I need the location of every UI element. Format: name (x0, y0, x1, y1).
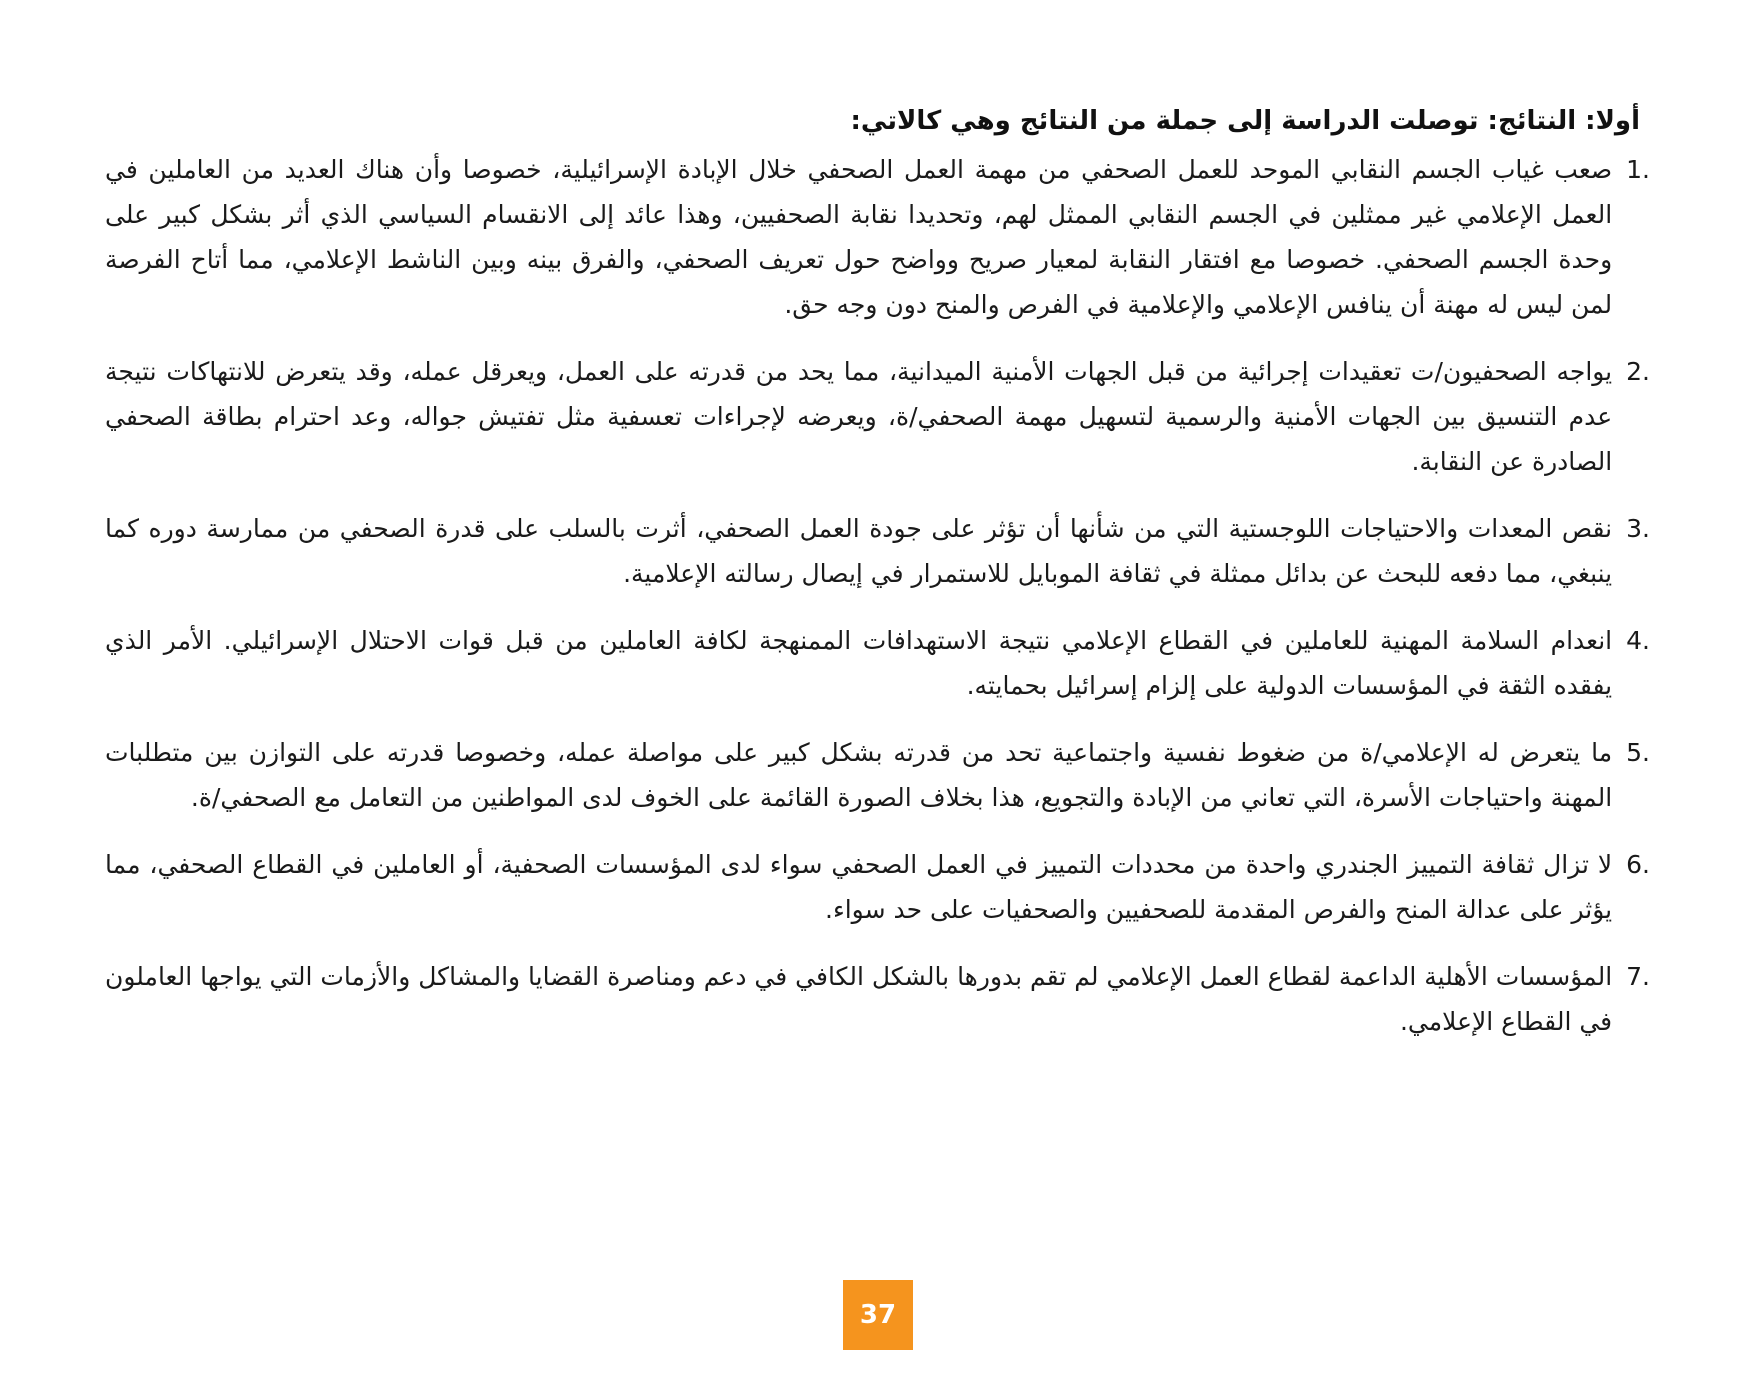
item-number: 7. (1626, 962, 1650, 991)
item-text: المؤسسات الأهلية الداعمة لقطاع العمل الإعلامي لم تقم بدورها بالشكل الكافي في دعم ومناصرة القضايا والمشاكل والأزمات التي يواجها العاملون في القطاع الإعلامي. (105, 962, 1613, 1036)
item-number: 6. (1626, 850, 1650, 879)
page-number: 37 (859, 1300, 897, 1330)
item-text: نقص المعدات والاحتياجات اللوجستية التي من شأنها أن تؤثر على جودة العمل الصحفي، أثرت بالسلب على قدرة الصحفي من ممارسة دوره كما ينبغي، مما دفعه للبحث عن بدائل ممثلة في ثقافة الموبايل للاستمرار في إيصال رسالته الإعلامية. (105, 514, 1613, 588)
finding-item-7 (105, 954, 1650, 1044)
item-number: 1. (1626, 155, 1650, 184)
finding-item-4 (105, 618, 1650, 708)
finding-item-6 (105, 842, 1650, 932)
item-text: ما يتعرض له الإعلامي/ة من ضغوط نفسية واجتماعية تحد من قدرته بشكل كبير على مواصلة عمله، وخصوصا قدرته على التوازن بين متطلبات المهنة واحتياجات الأسرة، التي تعاني من الإبادة والتجويع، هذا بخلاف الصورة القائمة على الخوف لدى المواطنين من التعامل مع الصحفي/ة. (105, 738, 1613, 812)
finding-item-3 (105, 506, 1650, 596)
item-text: صعب غياب الجسم النقابي الموحد للعمل الصحفي من مهمة العمل الصحفي خلال الإبادة الإسرائيلية، خصوصا وأن هناك العديد من العاملين في العمل الإعلامي غير ممثلين في الجسم النقابي الممثل لهم، وتحديدا نقابة الصحفيين، وهذا عائد إلى الانقسام السياسي الذي أثر بشكل كبير على وحدة الجسم الصحفي. خصوصا مع افتقار النقابة لمعيار صريح وواضح حول تعريف الصحفي، والفرق بينه وبين الناشط الإعلامي، مما أتاح الفرصة لمن ليس له مهنة أن ينافس الإعلامي والإعلامية في الفرص والمنح دون وجه حق. (105, 155, 1613, 319)
item-text: يواجه الصحفيون/ت تعقيدات إجرائية من قبل الجهات الأمنية الميدانية، مما يحد من قدرته على العمل، ويعرقل عمله، وقد يتعرض للانتهاكات نتيجة عدم التنسيق بين الجهات الأمنية والرسمية لتسهيل مهمة الصحفي/ة، ويعرضه لإجراءات تعسفية مثل تفتيش جواله، وعد احترام بطاقة الصحفي الصادرة عن النقابة. (105, 357, 1613, 476)
finding-item-5 (105, 730, 1650, 820)
finding-item-2 (105, 349, 1650, 484)
item-number: 3. (1626, 514, 1650, 543)
section-heading: أولا: النتائج: توصلت الدراسة إلى جملة من النتائج وهي كالاتي: (850, 106, 1640, 136)
item-number: 5. (1626, 738, 1650, 767)
item-number: 2. (1626, 357, 1650, 386)
finding-item-1 (105, 147, 1650, 327)
item-text: انعدام السلامة المهنية للعاملين في القطاع الإعلامي نتيجة الاستهدافات الممنهجة لكافة العاملين من قبل قوات الاحتلال الإسرائيلي. الأمر الذي يفقده الثقة في المؤسسات الدولية على إلزام إسرائيل بحمايته. (105, 626, 1613, 700)
item-text: لا تزال ثقافة التمييز الجندري واحدة من محددات التمييز في العمل الصحفي سواء لدى المؤسسات الصحفية، أو العاملين في القطاع الصحفي، مما يؤثر على عدالة المنح والفرص المقدمة للصحفيين والصحفيات على حد سواء. (105, 850, 1613, 924)
page-number-badge (843, 1280, 913, 1350)
document-body (105, 95, 1650, 1066)
item-number: 4. (1626, 626, 1650, 655)
